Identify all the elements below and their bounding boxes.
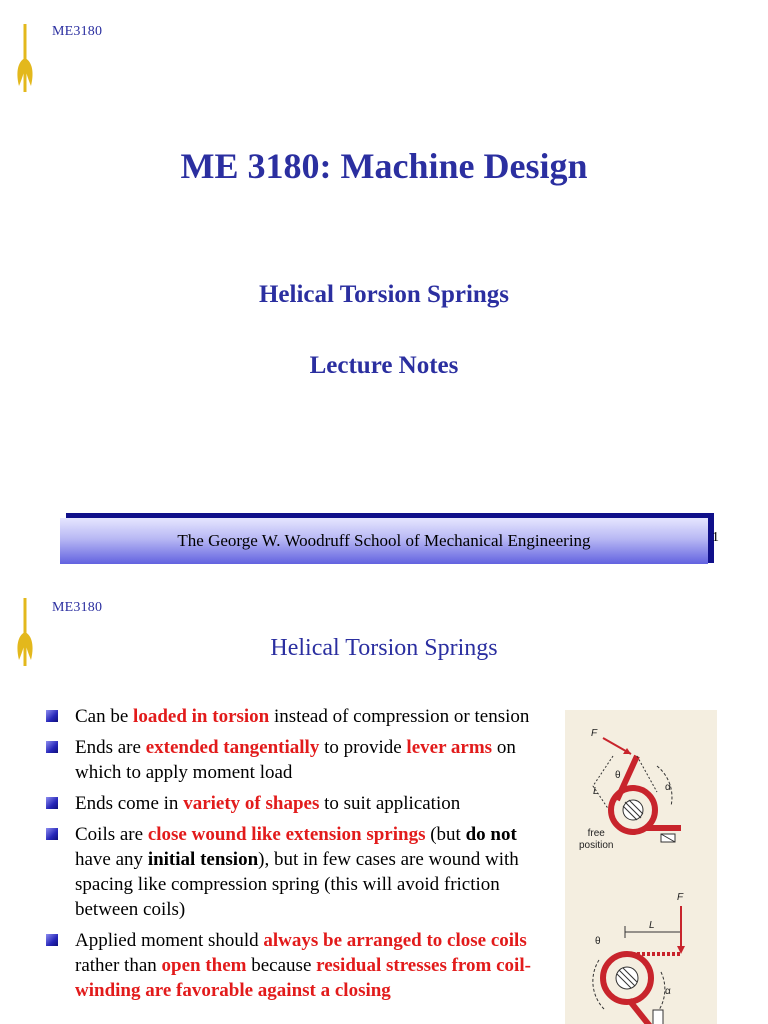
bullet-item (46, 822, 546, 922)
emphasis-text: residual stresses from coil-winding are favorable against a closing (75, 955, 531, 1001)
bullet-item (46, 704, 546, 729)
emphasis-text: variety of shapes (183, 793, 320, 814)
slide-subtitle: Helical Torsion Springs (258, 281, 510, 308)
page-number: 1 (712, 530, 719, 545)
slide-title: Helical Torsion Springs (270, 635, 498, 661)
course-code: ME3180 (52, 600, 103, 615)
spring-bottom (593, 906, 685, 1024)
body-text: on which to apply moment load (75, 737, 516, 783)
body-text: Applied moment should (75, 930, 264, 951)
bullet-marker-icon (46, 741, 58, 753)
alpha-label-bottom: α (665, 986, 671, 997)
body-text: instead of compression or tension (269, 706, 530, 727)
torsion-spring-drawing (565, 710, 717, 1024)
bullet-item (46, 928, 546, 1003)
school-banner (60, 518, 708, 564)
bullet-item (46, 735, 546, 785)
content-slide (0, 588, 768, 1024)
body-text: to provide (319, 737, 407, 758)
bullet-list (46, 704, 546, 1009)
emphasis-text: always be arranged to close coils (263, 930, 527, 951)
body-text: Ends are (75, 737, 146, 758)
bullet-marker-icon (46, 934, 58, 946)
torsion-spring-figure (565, 710, 717, 1024)
emphasis-text: open them (161, 955, 247, 976)
theta-label-bottom: θ (595, 936, 601, 947)
alpha-label-top: α (665, 782, 671, 793)
theta-label-top: θ (615, 770, 621, 781)
free-position-label (579, 828, 613, 852)
emphasis-text: close wound like extension springs (147, 824, 426, 845)
emphasis-text: loaded in torsion (133, 706, 270, 727)
length-label-top: L (593, 786, 599, 797)
bold-text: do not (465, 824, 517, 845)
force-label-top: F (591, 728, 598, 739)
bullet-item (46, 791, 546, 816)
body-text: Coils are (75, 824, 148, 845)
bullet-marker-icon (46, 828, 58, 840)
body-text: Ends come in (75, 793, 184, 814)
slide-title: ME 3180: Machine Design (180, 146, 588, 186)
bullet-marker-icon (46, 797, 58, 809)
body-text: because (246, 955, 317, 976)
bold-text: initial tension (147, 849, 259, 870)
body-text: have any (75, 849, 148, 870)
force-label-bottom: F (677, 892, 684, 903)
body-text: to suit application (319, 793, 461, 814)
slide-subtitle-2: Lecture Notes (309, 352, 459, 379)
free-position-line-2: position (579, 840, 614, 851)
course-code: ME3180 (52, 24, 103, 39)
body-text: (but (425, 824, 466, 845)
gt-logo-icon (14, 24, 36, 94)
emphasis-text: extended tangentially (145, 737, 320, 758)
length-label-bottom: L (649, 920, 655, 931)
free-position-line-1: free (587, 828, 605, 839)
body-text: Can be (75, 706, 134, 727)
school-name: The George W. Woodruff School of Mechanical Engineering (177, 531, 591, 550)
bullet-marker-icon (46, 710, 58, 722)
emphasis-text: lever arms (406, 737, 493, 758)
body-text: rather than (75, 955, 162, 976)
body-text: ), but in few cases are wound with spacing like compression spring (this will avoid friction between coils) (75, 849, 519, 920)
